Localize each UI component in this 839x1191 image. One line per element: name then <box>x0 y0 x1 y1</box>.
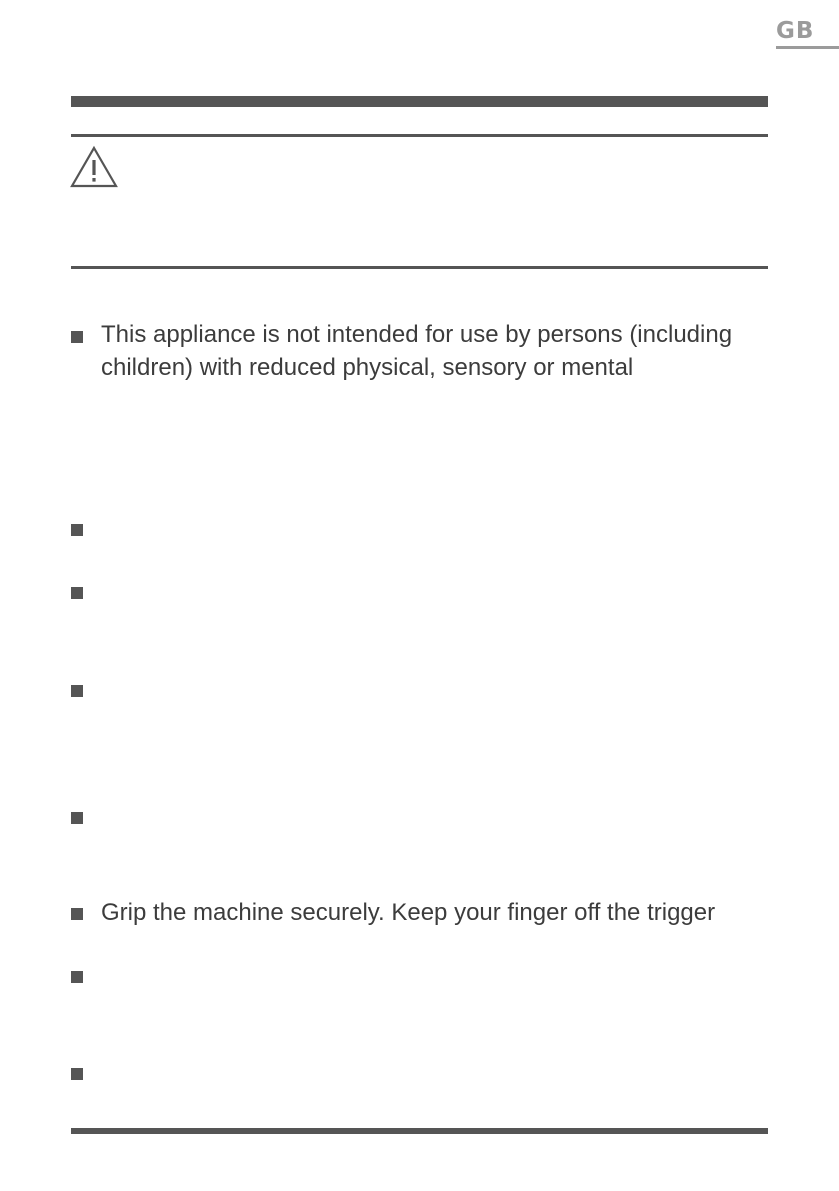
language-tag: GB <box>776 18 815 44</box>
list-bullet <box>71 685 83 697</box>
warning-bottom-rule <box>71 266 768 269</box>
list-bullet <box>71 908 83 920</box>
list-bullet <box>71 524 83 536</box>
list-bullet <box>71 587 83 599</box>
list-bullet <box>71 971 83 983</box>
footer-rule <box>71 1128 768 1134</box>
list-item-text: This appliance is not intended for use by persons (including <box>101 321 733 348</box>
list-bullet <box>71 331 83 343</box>
list-bullet <box>71 1068 83 1080</box>
warning-top-rule <box>71 134 768 137</box>
warning-triangle-icon <box>69 145 119 189</box>
list-item-text: Grip the machine securely. Keep your finger off the trigger <box>101 899 716 926</box>
section-header-bar <box>71 96 768 107</box>
list-item-text: children) with reduced physical, sensory or mental <box>101 354 634 381</box>
list-bullet <box>71 812 83 824</box>
language-tag-underline <box>776 46 839 49</box>
